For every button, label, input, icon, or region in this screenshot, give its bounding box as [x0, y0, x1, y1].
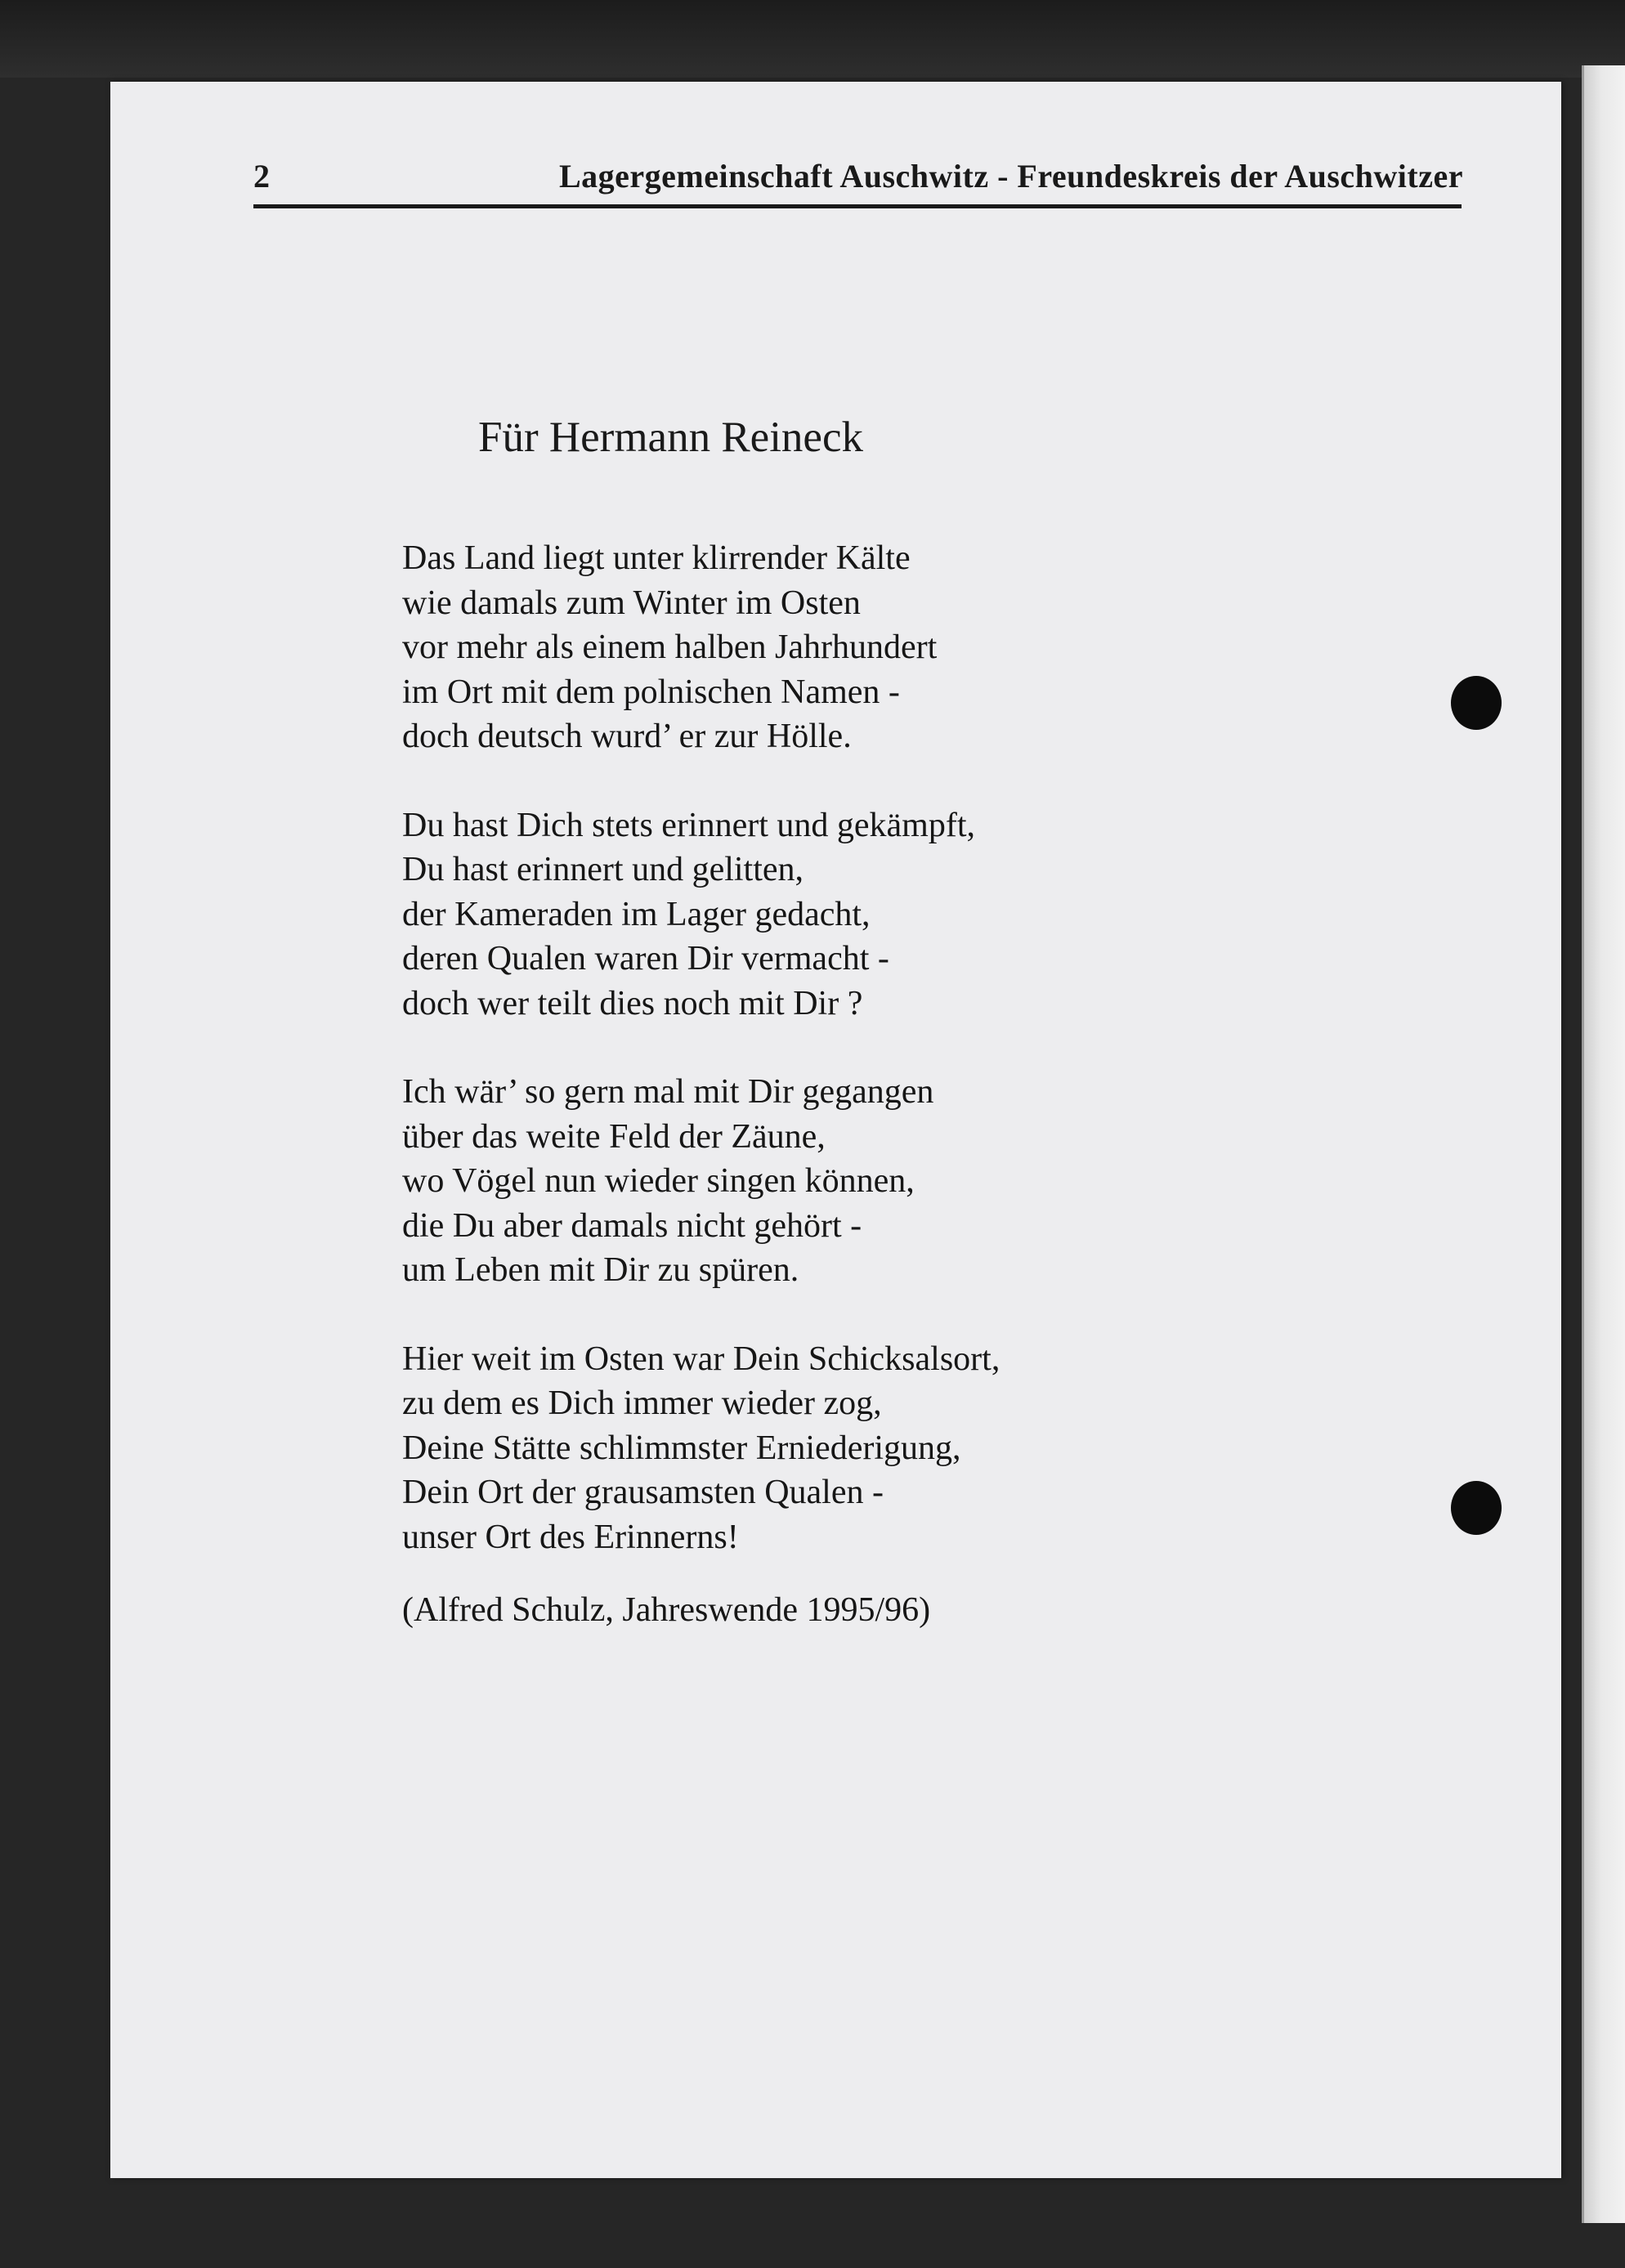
poem-attribution: (Alfred Schulz, Jahreswende 1995/96) [402, 1591, 931, 1629]
poem-line: vor mehr als einem halben Jahrhundert [402, 629, 938, 666]
binder-hole [1451, 1481, 1502, 1535]
poem-line: unser Ort des Erinnerns! [402, 1518, 739, 1556]
poem-line: im Ort mit dem polnischen Namen - [402, 673, 900, 711]
poem-line: deren Qualen waren Dir vermacht - [402, 940, 889, 977]
scan-background [0, 0, 1625, 78]
binder-hole [1451, 676, 1502, 730]
poem-line: Dein Ort der grausamsten Qualen - [402, 1474, 884, 1511]
poem-body [402, 536, 1220, 1604]
poem-line: zu dem es Dich immer wieder zog, [402, 1385, 882, 1422]
poem-line: Hier weit im Osten war Dein Schicksalsort, [402, 1340, 1001, 1378]
poem-line: wie damals zum Winter im Osten [402, 584, 861, 622]
stanza-2 [402, 803, 1220, 1027]
poem-line: die Du aber damals nicht gehört - [402, 1206, 862, 1245]
stanza-4 [402, 1337, 1220, 1560]
running-title: Lagergemeinschaft Auschwitz - Freundeskreis der Auschwitzer [558, 158, 1463, 195]
poem-line: doch deutsch wurd’ er zur Hölle. [402, 718, 852, 755]
document-page [110, 82, 1561, 2178]
poem-line: Du hast erinnert und gelitten, [402, 851, 804, 888]
poem-line: Das Land liegt unter klirrender Kälte [402, 539, 911, 577]
poem-line: um Leben mit Dir zu spüren. [402, 1251, 799, 1289]
poem-line: der Kameraden im Lager gedacht, [402, 895, 871, 933]
poem-line: wo Vögel nun wieder singen können, [402, 1162, 915, 1200]
page-header [253, 149, 1463, 198]
header-rule [253, 204, 1462, 208]
poem-line: Ich wär’ so gern mal mit Dir gegangen [402, 1073, 934, 1111]
page-number: 2 [253, 158, 271, 195]
poem-line: über das weite Feld der Zäune, [402, 1117, 826, 1156]
poem-line: Du hast Dich stets erinnert und gekämpft, [402, 806, 975, 844]
poem-line: doch wer teilt dies noch mit Dir ? [402, 984, 863, 1022]
stanza-1 [402, 536, 1220, 759]
stanza-3 [402, 1070, 1220, 1293]
adjacent-page-edge [1582, 65, 1625, 2223]
poem-title: Für Hermann Reineck [478, 414, 863, 461]
poem-line: Deine Stätte schlimmster Erniederigung, [402, 1429, 961, 1467]
